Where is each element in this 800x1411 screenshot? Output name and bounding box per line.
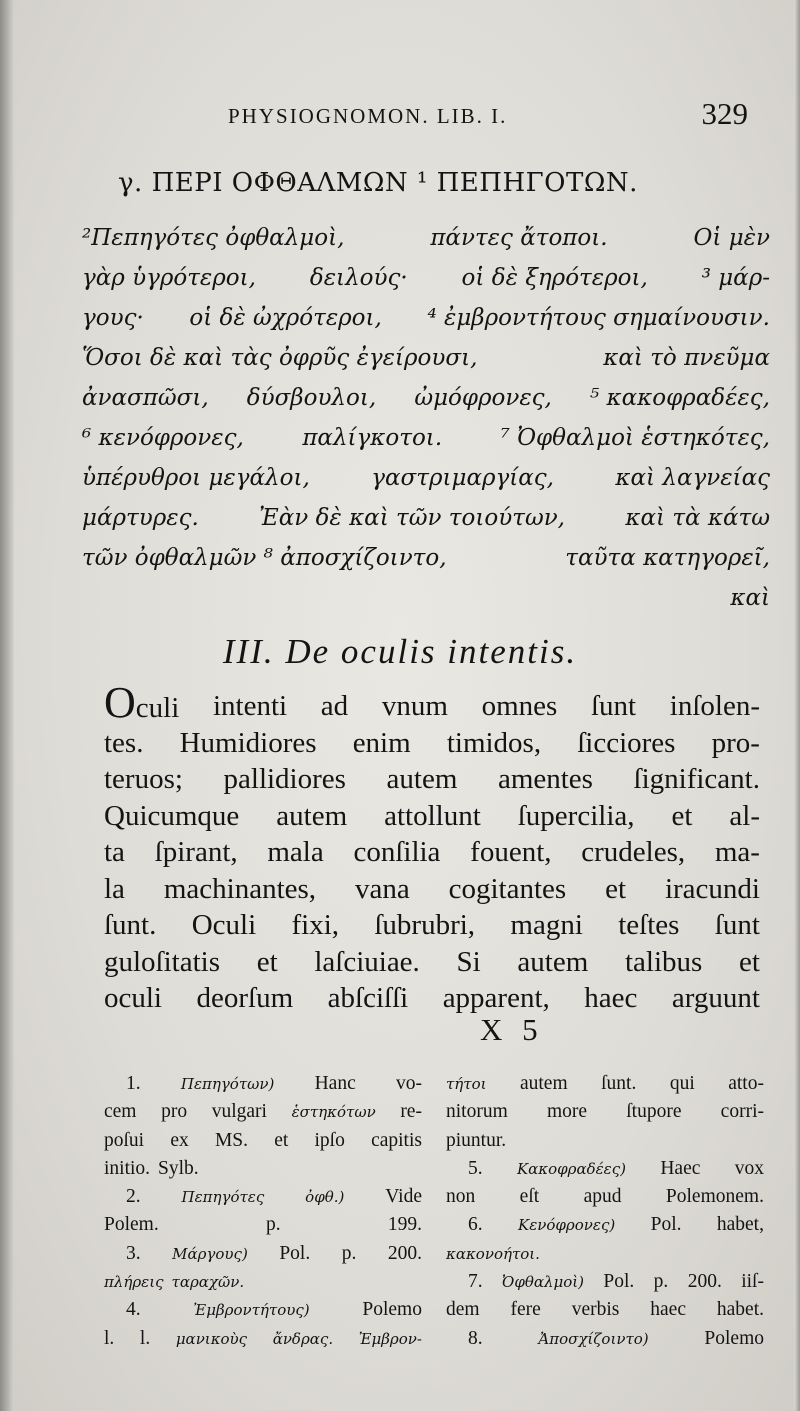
footnote-line: 4. Ἐμβροντήτους) Polemo (126, 1299, 422, 1321)
signature-mark: X 5 (480, 1012, 544, 1047)
footnote-line: poſui ex MS. et ipſo capitis (104, 1129, 422, 1151)
greek-line (82, 298, 770, 338)
greek-phrase: μάρτυρες. (82, 505, 199, 531)
greek-text-block (82, 218, 770, 618)
footnote-line: 2. Πεπηγότες ὀφθ.) Vide (126, 1186, 422, 1208)
page-number: 329 (701, 96, 748, 131)
footnote-line: dem fere verbis haec habet. (446, 1299, 764, 1321)
footnote-line: 3. Μάργους) Pol. p. 200. (126, 1242, 422, 1264)
greek-line (82, 218, 770, 258)
greek-phrase: Ἐὰν δὲ καὶ τῶν τοιούτων, (259, 505, 565, 531)
greek-phrase: πάντες ἄτοποι. (430, 225, 608, 251)
latin-line: Quicumque autem attollunt ſupercilia, et al- (104, 799, 760, 832)
footnote-line: l. l. μανικοὺς ἄνδρας. Ἐμβρον- (104, 1327, 422, 1349)
footnote-line: 7. Ὀφθαλμοὶ) Pol. p. 200. iiſ- (468, 1271, 764, 1293)
greek-phrase: καὶ τὸ πνεῦμα (603, 345, 770, 371)
greek-line (82, 538, 770, 578)
greek-phrase: ὑπέρυθροι μεγάλοι, (82, 465, 310, 491)
footnotes-right-column (446, 1070, 764, 1353)
footnote-line: 5. Κακοφραδέες) Haec vox (468, 1157, 764, 1179)
greek-phrase: τῶν ὀφθαλμῶν ⁸ ἀποσχίζοιντο, (82, 545, 447, 571)
greek-phrase: ταῦτα κατηγορεῖ, (565, 545, 770, 571)
page-edge-left (0, 0, 14, 1411)
page-edge-right (794, 0, 800, 1411)
greek-phrase: οἱ δὲ ξηρότεροι, (461, 265, 648, 291)
footnote-line: τήτοι autem ſunt. qui atto- (446, 1073, 764, 1094)
greek-section-heading: γ. ΠΕΡΙ ΟΦΘΑΛΜΩΝ ¹ ΠΕΠΗΓΟΤΩΝ. (118, 168, 638, 198)
footnote-line: non eſt apud Polemonem. (446, 1186, 764, 1208)
greek-phrase: ⁶ κενόφρονες, (82, 425, 244, 451)
latin-line: teruos; pallidiores autem amentes ſignificant. (104, 763, 760, 795)
greek-phrase: Οἱ μὲν (693, 225, 770, 251)
greek-line (82, 498, 770, 538)
footnote-line: Polem. p. 199. (104, 1214, 422, 1236)
greek-phrase: καὶ (730, 585, 770, 611)
footnote-line: initio. Sylb. (104, 1157, 199, 1179)
greek-phrase: γαστριμαργίας, (371, 465, 554, 491)
latin-line: ta ſpirant, mala conſilia fouent, crudeles, ma- (104, 836, 760, 868)
latin-line: oculi deorſum abſciſſi apparent, haec arguunt (104, 982, 760, 1014)
greek-phrase: ³ μάρ- (701, 265, 770, 291)
greek-line (82, 258, 770, 298)
greek-line (82, 378, 770, 418)
greek-line (82, 578, 770, 618)
greek-phrase: ⁴ ἐμβροντήτους σημαίνουσιν. (427, 305, 770, 331)
footnote-line: κακονοήτοι. (446, 1244, 540, 1263)
footnote-line: πλήρεις ταραχῶν. (104, 1273, 245, 1292)
greek-phrase: γὰρ ὑγρότεροι, (82, 265, 256, 291)
latin-line: guloſitatis et laſciuiae. Si autem talibus et (104, 945, 760, 978)
footnote-line: 6. Κενόφρονες) Pol. habet, (468, 1214, 764, 1236)
running-head (228, 96, 768, 136)
greek-phrase: ⁷ Ὀφθαλμοὶ ἑστηκότες, (500, 425, 770, 451)
greek-line (82, 418, 770, 458)
greek-phrase: γους· (82, 305, 144, 331)
greek-phrase: καὶ τὰ κάτω (625, 505, 770, 531)
latin-line: la machinantes, vana cogitantes et iracundi (104, 872, 760, 905)
greek-phrase: ²Πεπηγότες ὀφθαλμοὶ, (82, 225, 345, 251)
greek-phrase: Ὅσοι δὲ καὶ τὰς ὀφρῦς ἐγείρουσι, (82, 345, 478, 371)
footnotes (104, 1070, 764, 1353)
latin-line: tes. Humidiores enim timidos, ſicciores pro- (104, 726, 760, 759)
greek-line (82, 458, 770, 498)
greek-phrase: ὠμόφρονες, (414, 385, 552, 411)
latin-section-heading: III. De oculis intentis. (222, 632, 578, 671)
greek-phrase: ἀνασπῶσι, (82, 385, 209, 411)
greek-phrase: δύσβουλοι, (246, 385, 377, 411)
greek-line (82, 338, 770, 378)
greek-phrase: παλίγκοτοι. (302, 425, 443, 451)
greek-phrase: ⁵ κακοφραδέες, (590, 385, 770, 411)
greek-phrase: οἱ δὲ ὠχρότεροι, (189, 305, 382, 331)
footnote-line: nitorum more ſtupore corri- (446, 1101, 764, 1123)
footnote-line: piuntur. (446, 1129, 507, 1151)
running-title: PHYSIOGNOMON. LIB. I. (228, 104, 508, 128)
footnote-line: 1. Πεπηγότων) Hanc vo- (126, 1073, 422, 1094)
latin-text-block (104, 678, 760, 1017)
footnotes-left-column (104, 1070, 422, 1353)
latin-line: Oculi intenti ad vnum omnes ſunt inſolen- (104, 678, 760, 727)
greek-phrase: δειλούς· (309, 265, 408, 291)
footnote-line: cem pro vulgari ἑστηκότων re- (104, 1101, 422, 1123)
greek-phrase: καὶ λαγνείας (615, 465, 770, 491)
latin-line: ſunt. Oculi fixi, ſubrubri, magni teſtes ſunt (104, 909, 760, 941)
footnote-line: 8. Ἀποσχίζοιντο) Polemo (468, 1327, 764, 1349)
